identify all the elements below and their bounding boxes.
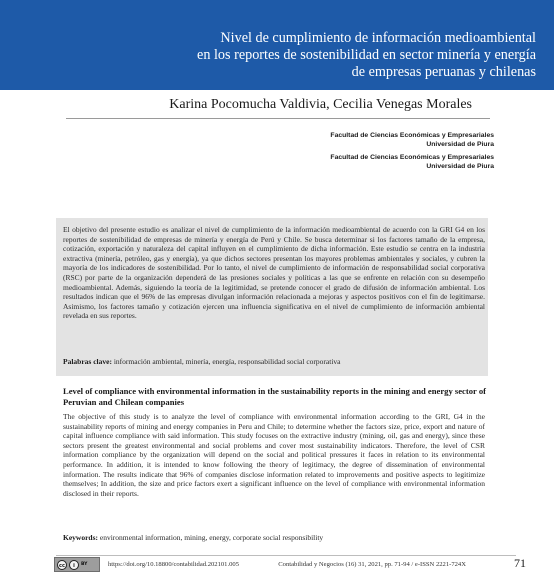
title-line: de empresas peruanas y chilenas bbox=[351, 64, 536, 80]
affiliation-1 bbox=[330, 131, 494, 149]
author-names: Karina Pocomucha Valdivia, Cecilia Venegas Morales bbox=[169, 97, 472, 112]
university-name: Universidad de Piura bbox=[426, 141, 494, 148]
abstract-en: The objective of this study is to analyze the level of compliance with environmental information according to the GRI, G4 in the sustainability reports of mining and energy companies in Peru and Chile; to determine whether the factors size, price, export and nature of capital influence compliance with said information. This study focuses on the extractive industry (mining, oil, gas and energy), since these sectors present the greatest environmental and social problems and cover most sustainability indicators. Therefore, the level of CSR information compliance by the organization will depend on the social and political pressures it faces in relation to its environmental performance. In addition, it is intended to know following the theory of legitimacy, the degree of dissemination of environmental information. The results indicate that 96% of companies disclose information related to improvements and positive aspects to legitimize themselves; In addition, the size and price factors exert a significant influence on the level of compliance with environmental information disclosed in their reports. bbox=[63, 412, 485, 498]
abstract-es: El objetivo del presente estudio es analizar el nivel de cumplimiento de la información medioambiental de acuerdo con la GRI G4 en los reportes de sostenibilidad de empresas de minería y energía de Perú y Chile. Se busca determinar si los factores tamaño de la empresa, cotización, exportación y naturaleza del capital influyen en el cumplimiento de dicha información. Este estudio se centra en la industria extractiva (minería, petróleo, gas y energía), ya que dichos sectores presentan los mayores problemas ambientales y sociales, y cubren la mayoría de los indicadores de sostenibilidad. Por lo tanto, el nivel de cumplimiento de información de responsabilidad social corporativa (RSC) por parte de la organización dependerá de las presiones sociales y políticas a las que se enfrente en relación con su desempeño medioambiental. Además, siguiendo la teoría de la legitimidad, se pretende conocer el grado de difusión de información ambiental. Los resultados indican que el 96% de las empresas divulgan información relacionada a mejoras y aspectos positivos con el fin de legitimarse. Asimismo, los factores tamaño y cotización ejercen una influencia significativa en el nivel de cumplimiento de información ambiental revelada en sus reportes. bbox=[63, 225, 485, 321]
article-title-en: Level of compliance with environmental information in the sustainability reports in the mining and energy sector of Peruvian and Chilean companies bbox=[63, 386, 486, 407]
keywords-label: Palabras clave: bbox=[63, 357, 112, 366]
cc-label: BY bbox=[81, 562, 88, 567]
title-line: en los reportes de sostenibilidad en sector minería y energía bbox=[197, 47, 536, 63]
faculty-name: Facultad de Ciencias Económicas y Empresariales bbox=[330, 154, 494, 161]
attribution-icon: i bbox=[69, 560, 79, 570]
keywords-text: información ambiental, minería, energía, responsabilidad social corporativa bbox=[113, 357, 341, 366]
title-banner bbox=[0, 0, 554, 90]
page-number: 71 bbox=[514, 556, 526, 570]
article-title-es bbox=[116, 30, 536, 81]
faculty-name: Facultad de Ciencias Económicas y Empresariales bbox=[330, 132, 494, 139]
keywords-en bbox=[63, 533, 485, 542]
creative-commons-icon: cc bbox=[57, 560, 67, 570]
doi-link[interactable]: https://doi.org/10.18800/contabilidad.202101.005 bbox=[108, 561, 240, 568]
affiliation-2 bbox=[330, 153, 494, 171]
cc-by-license-badge[interactable] bbox=[54, 557, 100, 572]
title-line: Nivel de cumplimiento de información medioambiental bbox=[220, 30, 536, 46]
journal-citation: Contabilidad y Negocios (16) 31, 2021, pp. 71-94 / e-ISSN 2221-724X bbox=[278, 561, 466, 568]
footer-divider bbox=[56, 555, 516, 556]
author-divider bbox=[66, 118, 490, 119]
keywords-text: environmental information, mining, energy, corporate social responsibility bbox=[99, 533, 324, 542]
keywords-es bbox=[63, 357, 485, 366]
university-name: Universidad de Piura bbox=[426, 163, 494, 170]
keywords-label: Keywords: bbox=[63, 533, 98, 542]
